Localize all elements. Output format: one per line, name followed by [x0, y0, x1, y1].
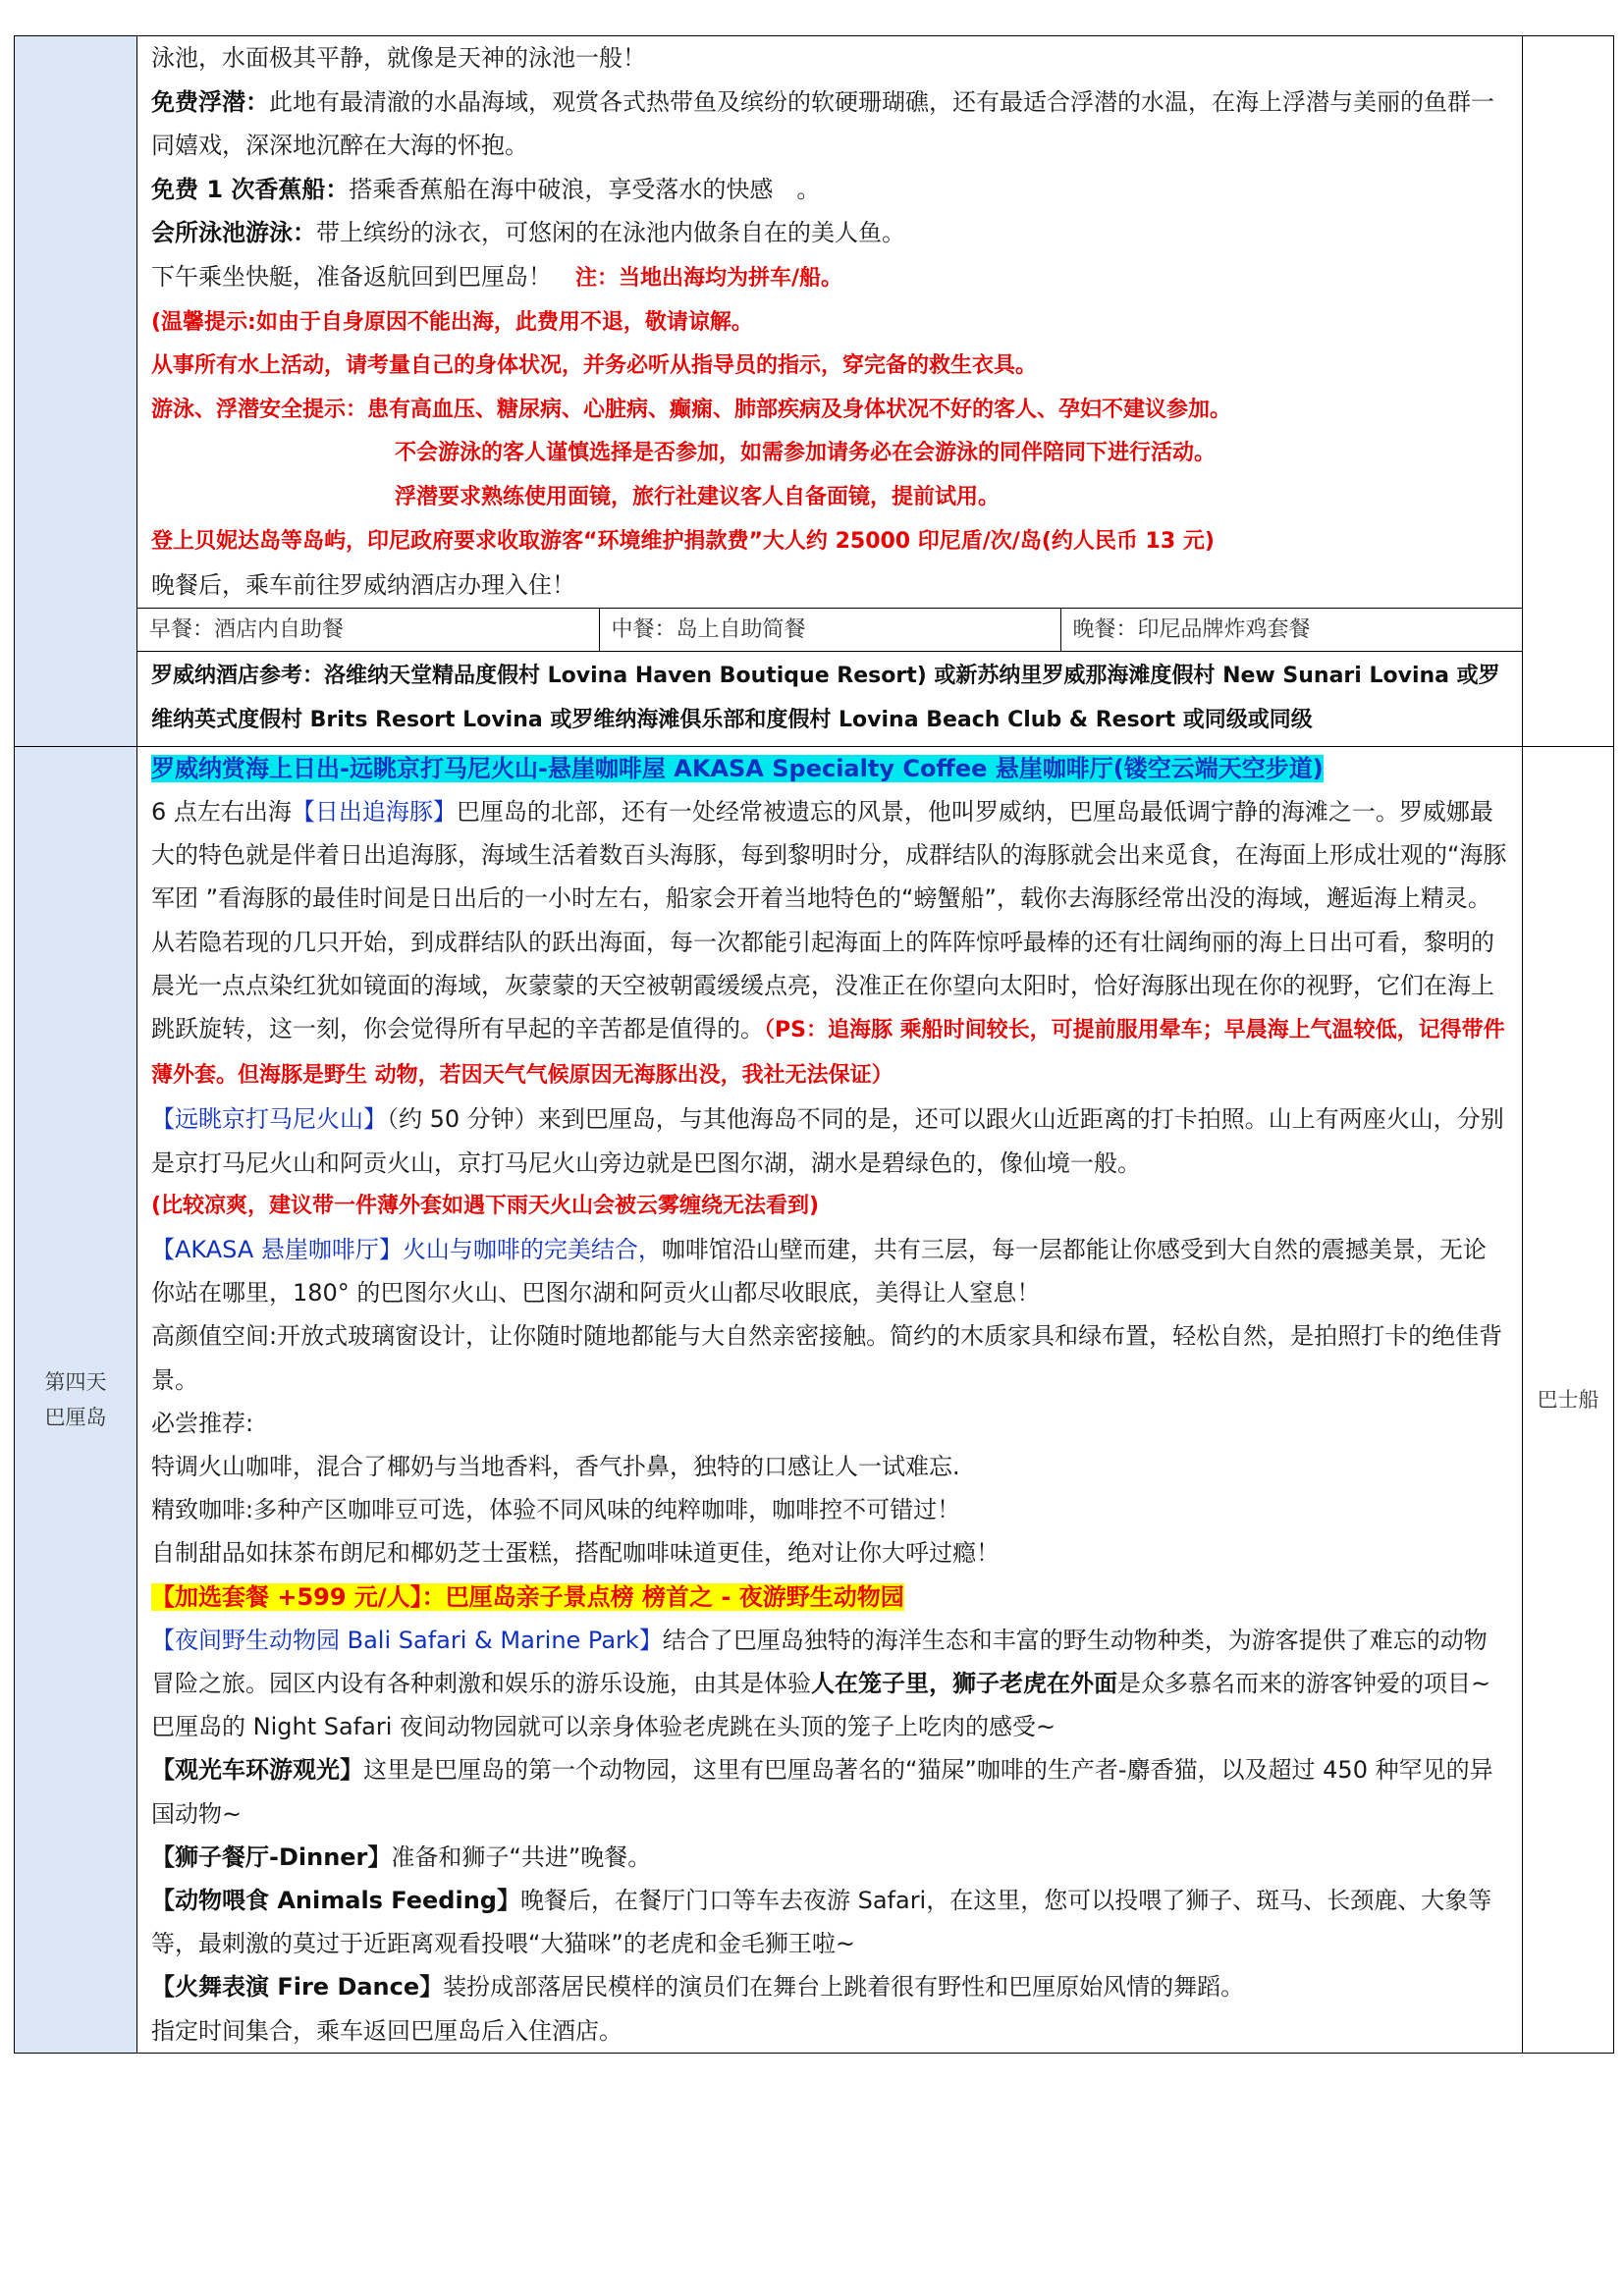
day4-volcano: 【远眺京打马尼火山】（约 50 分钟）来到巴厘岛，与其他海岛不同的是，还可以跟火山近距离的打卡拍照。山上有两座火山，分别是京打马尼火山和阿贡火山，京打马尼火山旁边就是巴图尔湖，湖水是碧绿色的，像仙境一般。	[151, 1105, 1504, 1177]
day3-day-cell	[15, 36, 137, 747]
day4-day-label: 第四天	[44, 1369, 107, 1394]
day4-tour: 【观光车环游观光】这里是巴厘岛的第一个动物园，这里有巴厘岛著名的“猫屎”咖啡的生产者-麝香猫，以及超过 450 种罕见的异国动物~	[151, 1756, 1493, 1828]
day4-content	[137, 747, 1522, 2053]
day4-cafe-item-1: 特调火山咖啡，混合了椰奶与当地香料，香气扑鼻，独特的口感让人一试难忘.	[151, 1452, 960, 1480]
day3-note-4: 不会游泳的客人谨慎选择是否参加，如需参加请务必在会游泳的同伴陪同下进行活动。	[395, 441, 1217, 466]
day3-line-snorkel: 免费浮潜：此地有最清澈的水晶海域，观赏各式热带鱼及缤纷的软硬珊瑚礁，还有最适合浮潜的水温，在海上浮潜与美丽的鱼群一同嬉戏，深深地沉醉在大海的怀抱。	[151, 87, 1494, 160]
day4-cafe-space: 高颜值空间:开放式玻璃窗设计，让你随时随地都能与大自然亲密接触。简约的木质家具和绿布置，轻松自然，是拍照打卡的绝佳背景。	[151, 1322, 1503, 1394]
day4-safari: 【夜间野生动物园 Bali Safari & Marine Park】结合了巴厘岛独特的海洋生态和丰富的野生动物种类，为游客提供了难忘的动物冒险之旅。园区内设有各种刺激和娱乐的游乐设施，由其是体验人在笼子里，狮子老虎在外面是众多慕名而来的游客钟爱的项目~巴厘岛的 Night Safari 夜间动物园就可以亲身体验老虎跳在头顶的笼子上吃肉的感受~	[151, 1626, 1491, 1741]
day3-line-return: 下午乘坐快艇，准备返航回到巴厘岛！ 注：当地出海均为拼车/船。	[151, 262, 843, 291]
day4-dinner: 【狮子餐厅-Dinner】准备和狮子“共进”晚餐。	[151, 1842, 652, 1871]
day4-transport: 巴士船	[1537, 1387, 1599, 1412]
day4-cafe: 【AKASA 悬崖咖啡厅】火山与咖啡的完美结合，咖啡馆沿山壁而建，共有三层，每一层都能让你感受到大自然的震撼美景，无论你站在哪里，180° 的巴图尔火山、巴图尔湖和阿贡火山都尽收眼底，美得让人窒息！	[151, 1235, 1487, 1308]
day4-day-cell	[15, 746, 137, 2053]
day4-end: 指定时间集合，乘车返回巴厘岛后入住酒店。	[151, 2016, 623, 2045]
day3-note-6: 登上贝妮达岛等岛屿，印尼政府要求收取游客“环境维护捐款费”大人约 25000 印尼盾/次/岛(约人民币 13 元)	[151, 528, 1215, 554]
meal-lunch: 中餐：岛上自助简餐	[599, 608, 1060, 651]
day4-place-label: 巴厘岛	[44, 1405, 107, 1429]
day3-note-1: (温馨提示:如由于自身原因不能出海，此费用不退，敬请谅解。	[151, 309, 753, 335]
day3-row	[15, 36, 1614, 747]
day3-line-swim: 会所泳池游泳：带上缤纷的泳衣，可悠闲的在泳池内做条自在的美人鱼。	[151, 219, 905, 247]
day4-fire: 【火舞表演 Fire Dance】装扮成部落居民模样的演员们在舞台上跳着很有野性和巴厘原始风情的舞蹈。	[151, 1973, 1245, 2002]
day4-transport-cell	[1523, 746, 1614, 2053]
meal-dinner: 晚餐：印尼品牌炸鸡套餐	[1060, 608, 1522, 651]
day4-addon: 【加选套餐 +599 元/人】：巴厘岛亲子景点榜 榜首之 - 夜游野生动物园	[151, 1582, 904, 1611]
day4-cafe-item-3: 自制甜品如抹茶布朗尼和椰奶芝士蛋糕，搭配咖啡味道更佳，绝对让你大呼过瘾！	[151, 1539, 1000, 1568]
day4-cafe-item-2: 精致咖啡:多种产区咖啡豆可选，体验不同风味的纯粹咖啡，咖啡控不可错过！	[151, 1496, 961, 1524]
day4-content-cell	[137, 746, 1523, 2053]
itinerary-table	[14, 35, 1614, 2054]
meal-breakfast: 早餐：酒店内自助餐	[137, 608, 599, 651]
day4-feeding: 【动物喂食 Animals Feeding】晚餐后，在餐厅门口等车去夜游 Safari，在这里，您可以投喂了狮子、斑马、长颈鹿、大象等等，最刺激的莫过于近距离观看投喂“大猫咪”的老虎和金毛狮王啦~	[151, 1887, 1492, 1958]
day4-volcano-note: (比较凉爽，建议带一件薄外套如遇下雨天火山会被云雾缠绕无法看到)	[151, 1193, 820, 1218]
day3-content	[137, 36, 1522, 608]
day3-hotel: 罗威纳酒店参考：洛维纳天堂精品度假村 Lovina Haven Boutique Resort) 或新苏纳里罗威那海滩度假村 New Sunari Lovina 或罗维纳英式度假村 Brits Resort Lovina 或罗维纳海滩俱乐部和度假村 Lovina Beach Club & Resort 或同级或同级	[137, 651, 1522, 746]
day4-title: 罗威纳赏海上日出-远眺京打马尼火山-悬崖咖啡屋 AKASA Specialty Coffee 悬崖咖啡厅(镂空云端天空步道)	[151, 754, 1324, 782]
day4-dolphin: 6 点左右出海【日出追海豚】巴厘岛的北部，还有一处经常被遗忘的风景，他叫罗威纳，巴厘岛最低调宁静的海滩之一。罗威娜最大的特色就是伴着日出追海豚，海域生活着数百头海豚，每到黎明时分，成群结队的海豚就会出来觅食，在海面上形成壮观的“海豚军团 ”看海豚的最佳时间是日出后的一小时左右，船家会开着当地特色的“螃蟹船”，载你去海豚经常出没的海域，邂逅海上精灵。从若隐若现的几只开始，到成群结队的跃出海面，每一次都能引起海面上的阵阵惊呼最棒的还有壮阔绚丽的海上日出可看，黎明的晨光一点点染红犹如镜面的海域，灰蒙蒙的天空被朝霞缓缓点亮，没准正在你望向太阳时，恰好海豚出现在你的视野，它们在海上跳跃旋转，这一刻，你会觉得所有早起的辛苦都是值得的。（PS：追海豚 乘船时间较长，可提前服用晕车；早晨海上气温较低，记得带件薄外套。但海豚是野生 动物，若因天气气候原因无海豚出没，我社无法保证）	[151, 797, 1507, 1089]
day4-cafe-recommend: 必尝推荐:	[151, 1409, 254, 1437]
day3-content-cell	[137, 36, 1523, 747]
day3-meals	[137, 608, 1522, 651]
day3-line-banana: 免费 1 次香蕉船：搭乘香蕉船在海中破浪，享受落水的快感 。	[151, 175, 821, 203]
day4-row	[15, 746, 1614, 2053]
day3-note-3: 游泳、浮潜安全提示：患有高血压、糖尿病、心脏病、癫痫、肺部疾病及身体状况不好的客人、孕妇不建议参加。	[151, 397, 1232, 422]
day3-note-5: 浮潜要求熟练使用面镜，旅行社建议客人自备面镜，提前试用。	[395, 484, 1001, 509]
day3-transport-cell	[1523, 36, 1614, 747]
day3-note-2: 从事所有水上活动，请考量自己的身体状况，并务必听从指导员的指示，穿完备的救生衣具。	[151, 353, 1038, 379]
day3-line-pool: 泳池，水面极其平静，就像是天神的泳池一般！	[151, 44, 646, 72]
day3-evening: 晚餐后，乘车前往罗威纳酒店办理入住！	[151, 571, 575, 600]
